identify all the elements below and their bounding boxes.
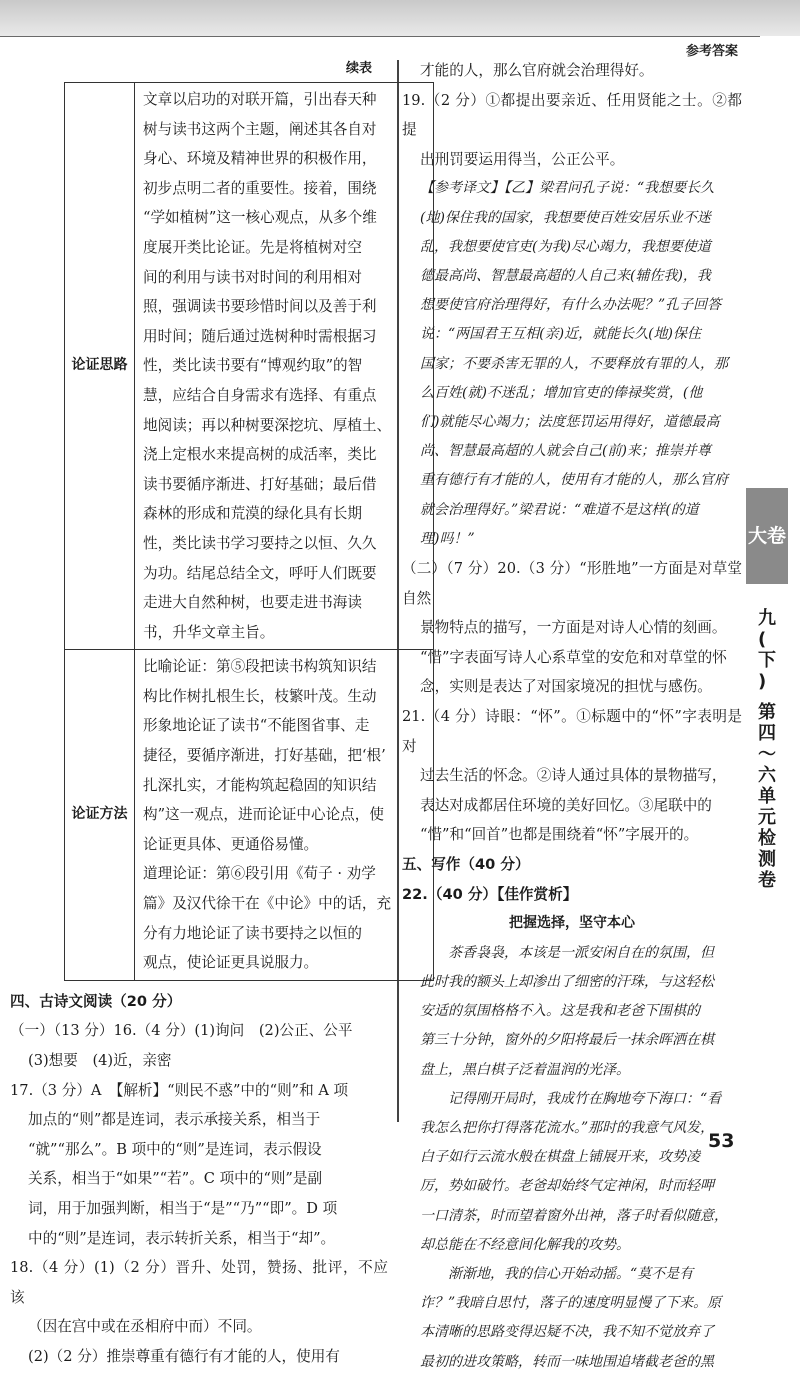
side-tab-dajuan [746,488,788,584]
row-content-methods [135,650,434,981]
text-line: 诈？”我暗自思忖，落子的速度明显慢了下来。原 [420,1295,722,1312]
table-row [65,650,434,981]
text-line: 分有力地论证了读书要持之以恒的 [143,924,362,942]
text-line: 此时我的额头上却渗出了细密的汗珠，与这轻松 [420,973,714,990]
side-unit-char: 四 [758,723,776,744]
text-line: 尚、智慧最高超的人就会自己(前)来；推崇并尊 [420,443,711,460]
text-line: 走进大自然种树，也要走进书海读 [143,594,362,612]
side-grade-char: 下 [758,650,776,671]
reference-translation [402,174,742,554]
side-unit-char: 单 [758,786,776,807]
answer-20-line: 念，实则是表达了对国家境况的担忧与感伤。 [420,678,712,696]
answer-17-line: 词，用于加强判断，相当于“是”“乃”“即”。D 项 [28,1199,338,1217]
text-line: 记得刚开局时，我成竹在胸地夸下海口：“看 [448,1090,722,1107]
text-line: 论证更具体、更通俗易懂。 [143,835,319,853]
text-line: 第三十分钟，窗外的夕阳将最后一抹余晖洒在棋 [420,1032,714,1049]
row-label-methods: 论证方法 [65,650,135,981]
text-line: 一口清茶，时而望着窗外出神，落子时看似随意， [420,1207,728,1224]
text-line: 乱，我想要使官吏(为我)尽心竭力，我想要使道 [420,238,711,255]
answer-18-continued: 才能的人，那么官府就会治理得好。 [420,62,654,79]
header-answer-label: 参考答案 [685,44,738,59]
text-line: 构比作树扎根生长，枝繁叶茂。生动 [143,687,377,705]
side-unit-name [758,702,776,891]
text-line: 慧，应结合自身需求有选择、有重点 [143,386,377,404]
answer-17-line: 关系，相当于“如果”“若”。C 项中的“则”是副 [28,1170,323,1188]
side-unit-char: ～ [758,744,776,765]
right-column [402,56,742,1377]
text-line: 厉，势如破竹。老爸却始终气定神闲，时而轻呷 [420,1178,714,1195]
text-line: 国家；不要杀害无罪的人，不要释放有罪的人，那 [420,355,728,372]
text-line: 盘上，黑白棋子泛着温润的光泽。 [420,1061,630,1078]
text-line: 地阅读；再以种树要深挖坑、厚植土、 [143,416,392,434]
text-line: 树与读书这两个主题，阐述其各自对 [143,120,377,138]
answer-21-line: 表达对成都居住环境的美好回忆。③尾联中的 [420,796,712,814]
section-heading: 五、写作（40 分） [402,855,530,873]
side-tab-label [748,521,786,551]
page-number: 53 [708,1130,735,1152]
text-line: 书，升华文章主旨。 [143,623,275,641]
side-grade-label [758,608,776,692]
text-line: 渐渐地，我的信心开始动摇。“莫不是有 [448,1265,694,1282]
text-line: 我怎么把你打得落花流水。”那时的我意气风发， [420,1119,715,1136]
text-line: 性，类比读书学习要持之以恒、久久 [143,534,377,552]
side-unit-char: 第 [758,702,776,723]
answer-18-line: 18.（4 分）(1)（2 分）晋升、处罚，赞扬、批评，不应该 [10,1259,388,1306]
text-line: 篇》及汉代徐干在《中论》中的话，充 [143,895,392,913]
side-unit-char: 六 [758,765,776,786]
text-line: 观点，使论证更具说服力。 [143,954,319,972]
answer-20-line: “惜”字表面写诗人心系草堂的安危和对草堂的怀 [420,648,727,666]
text-line: 重有德行有才能的人，使用有才能的人，那么官府 [420,472,728,489]
text-line: 浇上定根水来提高树的成活率，类比 [143,446,377,464]
text-line: 间的利用与读书对时间的利用相对 [143,268,362,286]
section-heading: 四、古诗文阅读（20 分） [10,992,182,1010]
text-line: 构”这一观点，进而论证中心论点，使 [143,806,384,824]
text-line: 安适的氛围格格不入。这是我和老爸下围棋的 [420,1003,700,1020]
table-row [65,83,434,650]
text-line: 度展开类比论证。先是将植树对空 [143,238,362,256]
side-unit-char: 检 [758,828,776,849]
ancient-poetry-answers [10,987,388,1372]
answer-17-line: 加点的“则”都是连词，表示承接关系，相当于 [28,1111,321,1129]
text-line: 么百姓(就)不迷乱；增加官吏的俸禄奖赏，(他 [420,384,703,401]
text-line: 为功。结尾总结全文，呼吁人们既要 [143,564,377,582]
answer-19-line: 出刑罚要运用得当，公正公平。 [420,150,625,168]
answer-17-line: 中的“则”是连词，表示转折关系，相当于“却”。 [28,1229,336,1247]
answer-18-line: （因在宫中或在丞相府中而）不同。 [28,1318,262,1336]
side-grade-char: ( [758,629,767,650]
text-line: 茶香袅袅，本该是一派安闲自在的氛围，但 [448,944,714,961]
side-unit-char: 测 [758,849,776,870]
text-line: (地)保住我的国家，我想要使百姓安居乐业不迷 [420,209,711,226]
top-band [0,0,800,36]
text-line: 本清晰的思路变得迟疑不决，我不知不觉放弃了 [420,1324,714,1341]
text-line: 读书要循序渐进、打好基础；最后借 [143,475,377,493]
table-continued-label: 续表 [345,61,372,76]
side-tab-char: 大 [747,525,767,547]
text-line: 扎深扎实，才能构筑起稳固的知识结 [143,776,377,794]
text-line: 想要使官府治理得好，有什么办法呢？”孔子回答 [420,297,722,314]
answer-16-line: （一）（13 分）16.（4 分）(1)询问 (2)公正、公平 [10,1022,353,1040]
text-line: 比喻论证：第⑤段把读书构筑知识结 [143,658,377,676]
text-line: 们)就能尽心竭力；法度惩罚运用得好，道德最高 [420,414,720,430]
side-unit-char: 元 [758,807,776,828]
text-line: “学如植树”这一核心观点，从多个维 [143,209,377,227]
row-content-reasoning [135,83,434,650]
argument-table [64,82,434,981]
text-line: 性，类比读书要有“博观约取”的智 [143,357,363,375]
text-line: 文章以启功的对联开篇，引出春天种 [143,91,377,108]
text-line: 照，强调读书要珍惜时间以及善于利 [143,298,377,316]
answer-21-line: 过去生活的怀念。②诗人通过具体的景物描写， [420,767,727,785]
side-unit-char: 卷 [758,870,776,891]
answer-20-line: （二）（7 分）20.（3 分）“形胜地”一方面是对草堂自然 [402,560,742,607]
side-tab-char: 卷 [767,525,787,547]
essay-title: 把握选择，坚守本心 [509,915,635,932]
text-line: 德最高尚、智慧最高超的人自己来(辅佐我)，我 [420,267,711,284]
answer-18-line: (2)（2 分）推崇尊重有德行有才能的人，使用有 [28,1347,340,1365]
text-line: 用时间；随后通过选树种时需根据习 [143,327,377,345]
answer-16-line: (3)想要 (4)近，亲密 [28,1052,172,1069]
text-line: 最初的进攻策略，转而一味地围追堵截老爸的黑 [420,1353,714,1370]
row-label-reasoning: 论证思路 [65,83,135,650]
left-column [10,56,392,1372]
text-line: 道理论证：第⑥段引用《荀子 · 劝学 [143,865,376,883]
text-line: 森林的形成和荒漠的绿化具有长期 [143,505,362,523]
answer-17-line: 17.（3 分）A 【解析】“则民不惑”中的“则”和 A 项 [10,1081,349,1099]
answer-21-line: “惜”和“回首”也都是围绕着“怀”字展开的。 [420,826,699,844]
text-line: 【参考译文】【乙】梁君问孔子说：“我想要长久 [420,180,715,197]
text-line: 却总能在不经意间化解我的攻势。 [420,1236,630,1253]
answer-17-line: “就”“那么”。B 项中的“则”是连词，表示假设 [28,1140,322,1158]
model-essay [402,939,742,1377]
answer-20-line: 景物特点的描写，一方面是对诗人心情的刻画。 [420,619,727,637]
text-line: 身心、环境及精神世界的积极作用， [143,150,377,168]
text-line: 理)吗！” [420,530,475,547]
side-grade-char: ) [758,671,767,692]
text-line: 捷径，要循序渐进，打好基础，把‘根’ [143,747,386,765]
side-unit-label [746,608,788,891]
answer-22-heading: 22.（40 分）【佳作赏析】 [402,885,578,903]
text-line: 形象地论证了读书“不能图省事、走 [143,717,370,735]
side-grade-char: 九 [758,608,776,629]
answer-19-line: 19.（2 分）①都提出要亲近、任用贤能之士。②都提 [402,91,742,139]
header-rule [0,36,760,37]
answer-21-line: 21.（4 分）诗眼：“怀”。①标题中的“怀”字表明是对 [402,707,742,755]
text-line: 白子如行云流水般在棋盘上铺展开来，攻势凌 [420,1149,700,1166]
text-line: 初步点明二者的重要性。接着，围绕 [143,179,377,197]
text-line: 就会治理得好。”梁君说：“难道不是这样(的道 [420,501,699,518]
text-line: 说：“两国君王互相(亲)近，就能长久(地)保住 [420,326,702,343]
